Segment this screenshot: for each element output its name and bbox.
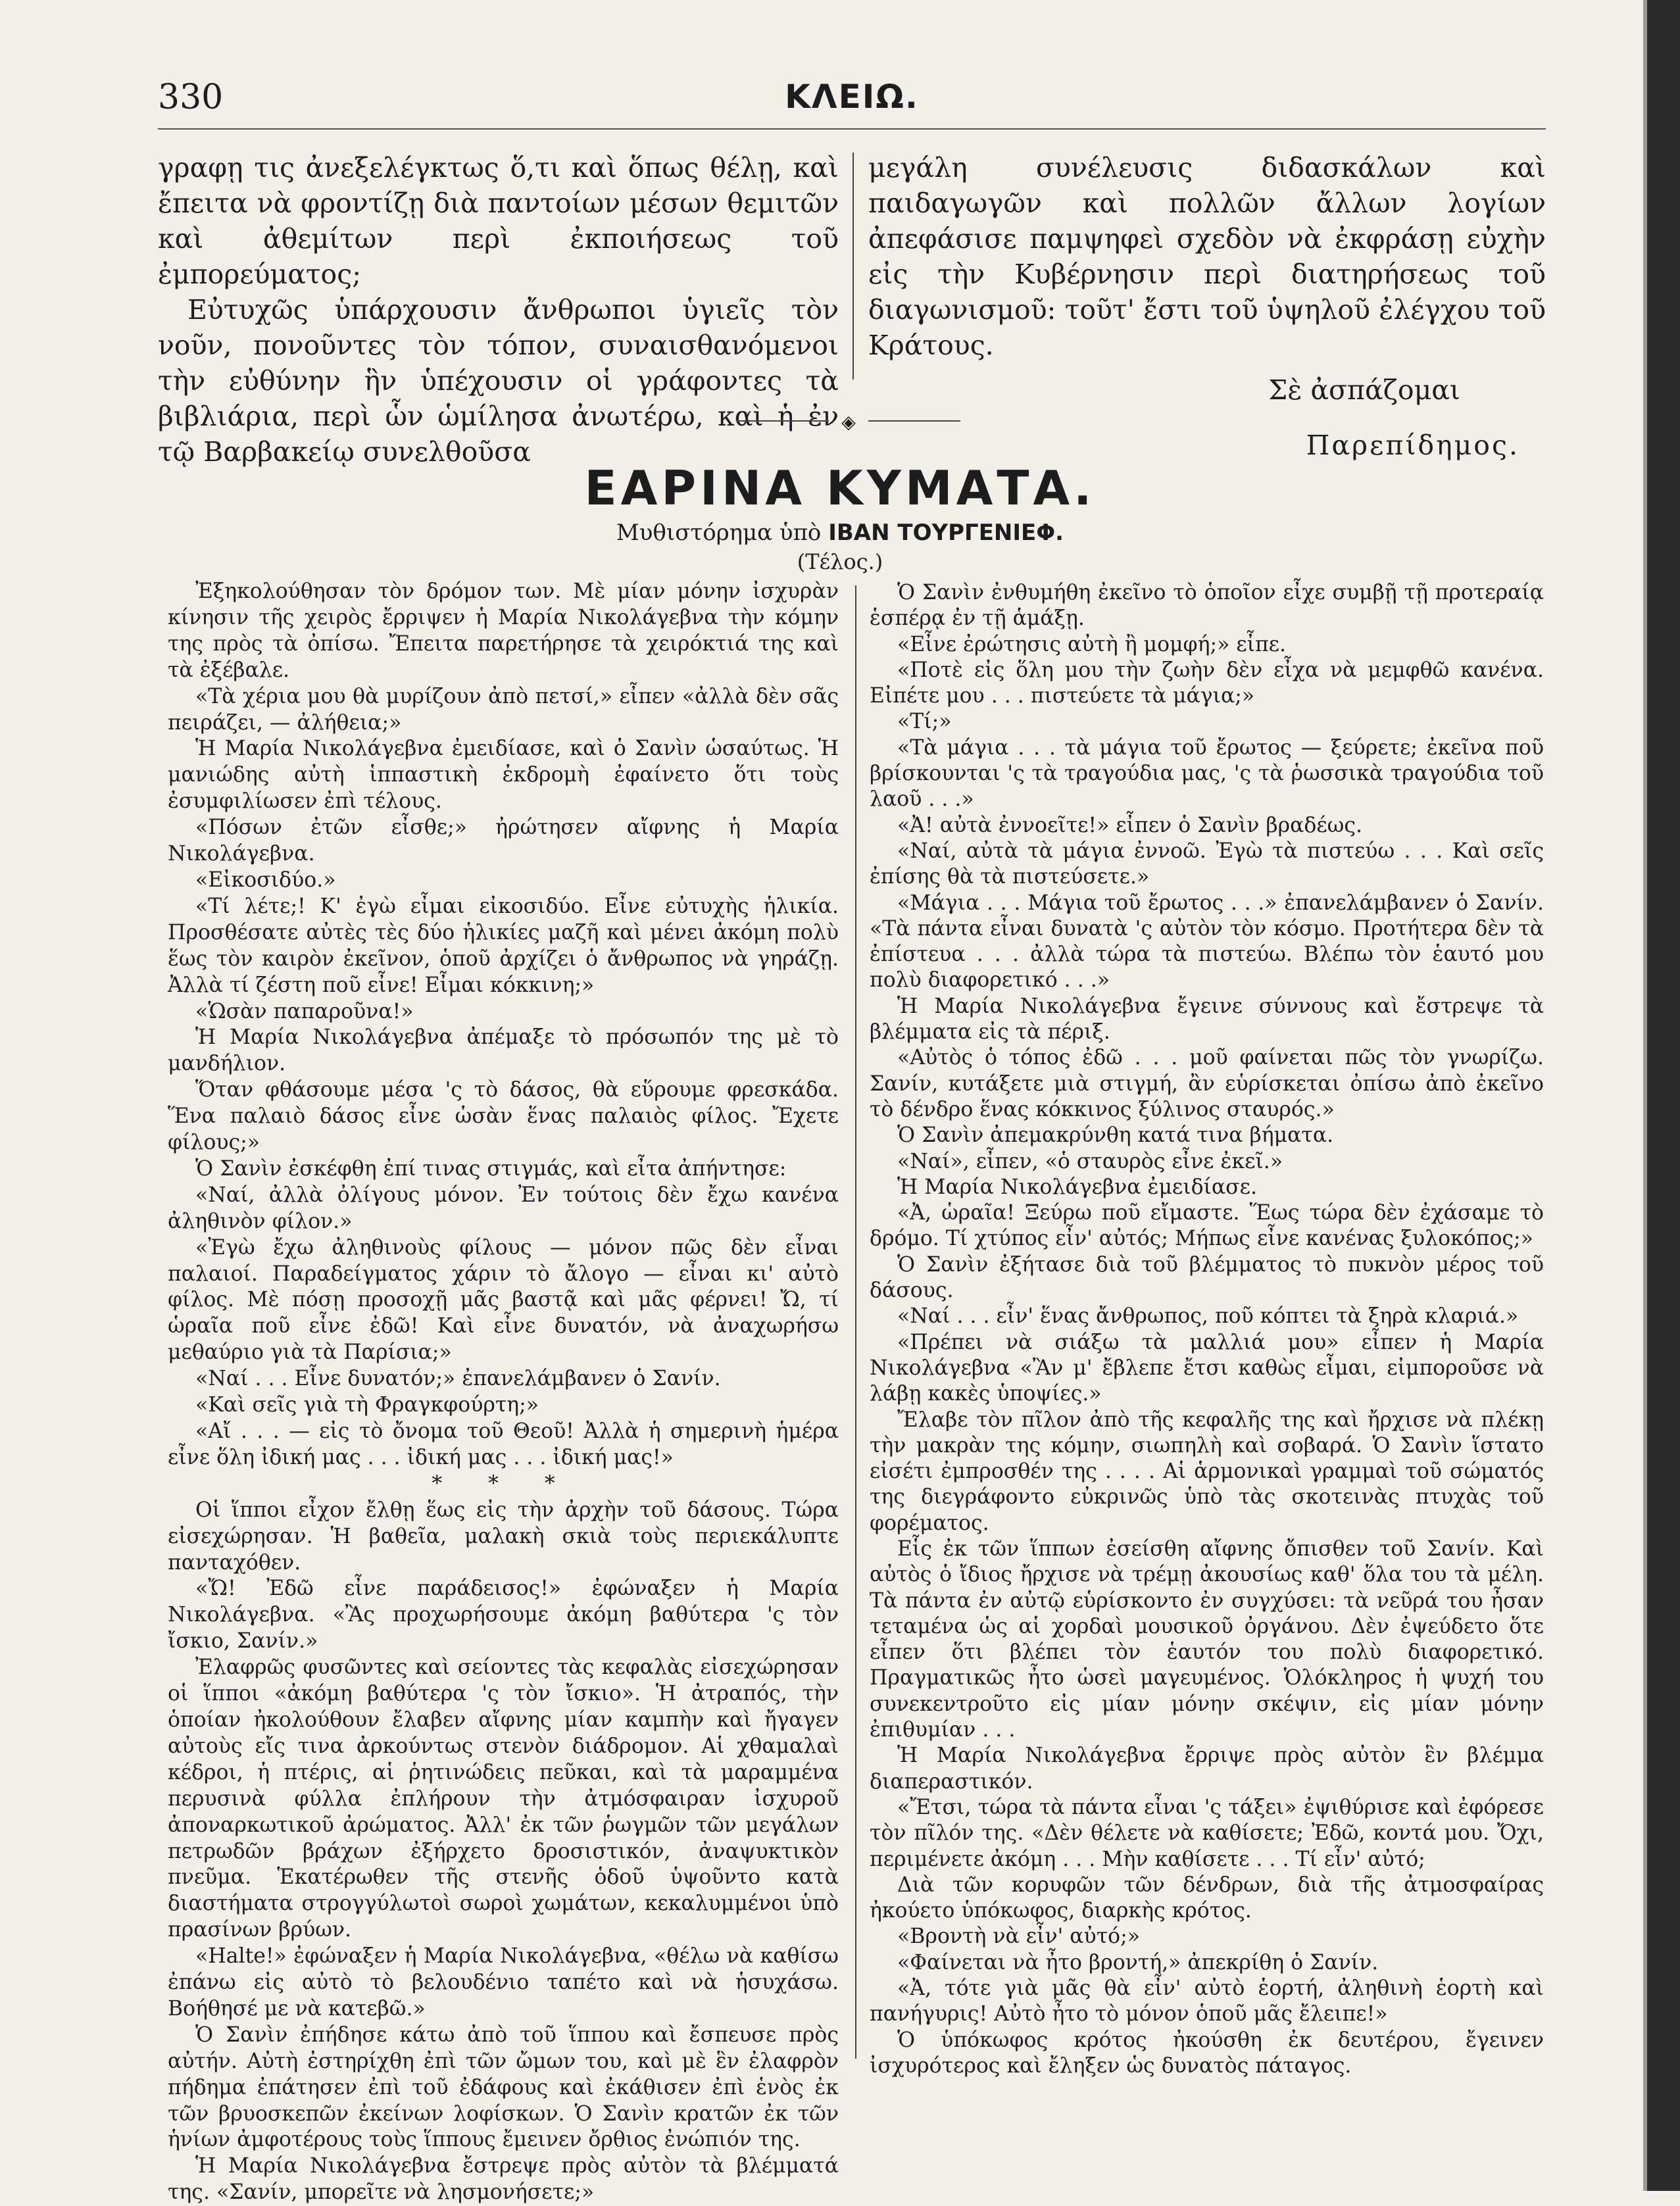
paragraph: μεγάλη συνέλευσις διδασκάλων καὶ παιδαγωγῶν καὶ πολλῶν ἄλλων λογίων ἀπεφάσισε παμψηφεὶ σχεδὸν νὰ ἐκφράσῃ εὐχὴν εἰς τὴν Κυβέρνησιν περὶ διατηρήσεως τοῦ διαγωνισμοῦ: τοῦτ' ἔστι τοῦ ὑψηλοῦ ἐλέγχου τοῦ Κράτους.	[868, 152, 1546, 361]
paragraph: Ἡ Μαρία Νικολάγεβνα ἔγεινε σύννους καὶ ἔστρεψε τὰ βλέμματα εἰς τὰ πέριξ.	[870, 994, 1544, 1044]
paragraph: «Μάγια . . . Μάγια τοῦ ἔρωτος . . .» ἐπανελάμβανεν ὁ Σανίν. «Τὰ πάντα εἶναι δυνατὰ 'ς αὐτὸν τὸν κόσμο. Προτήτερα δὲν τὰ ἐπίστευα . . . ἀλλὰ τώρα τὰ πιστεύω. Βλέπω τὸν ἑαυτό μου πολὺ διαφορετικό . . .»	[870, 891, 1544, 993]
paragraph: «Πόσων ἐτῶν εἶσθε;» ἠρώτησεν αἴφνης ἡ Μαρία Νικολάγεβνα.	[168, 816, 839, 866]
paragraph: «Τί;»	[897, 710, 952, 734]
story-left-column	[168, 579, 839, 2206]
paragraph: Ὁ Σανὶν ἐνθυμήθη ἐκεῖνο τὸ ὁποῖον εἶχε συμβῇ τῇ προτεραίᾳ ἑσπέρᾳ ἐν τῇ ἁμάξῃ.	[870, 581, 1544, 631]
paragraph: «Ναί, ἀλλὰ ὀλίγους μόνον. Ἐν τούτοις δὲν ἔχω κανένα ἀληθινὸν φίλον.»	[168, 1183, 839, 1233]
paragraph: «Ἐγὼ ἔχω ἀληθινοὺς φίλους — μόνον πῶς δὲν εἶναι παλαιοί. Παραδείγματος χάριν τὸ ἄλογο — εἶναι κι' αὐτὸ φίλος. Μὲ πόσῃ προσοχῇ μᾶς βαστᾷ καὶ μᾶς φέρνει! Ὤ, τί ὡραῖα ποῦ εἶνε ἐδῶ! Καὶ εἶνε δυνατόν, νὰ ἀναχωρήσω μεθαύριο γιὰ τὰ Παρίσια;»	[168, 1235, 839, 1365]
running-title: ΚΛΕΙΩ.	[785, 78, 919, 116]
section-ornament	[737, 411, 960, 431]
paragraph: Εἷς ἐκ τῶν ἵππων ἐσείσθη αἴφνης ὄπισθεν τοῦ Σανίν. Καὶ αὐτὸς ὁ ἴδιος ἤρχισε νὰ τρέμῃ ἀκουσίως καθ' ὅλα του τὰ μέλη. Τὰ πάντα ἐν αὐτῷ εὑρίσκοντο ἐν συγχύσει: τὰ νεῦρά του ἦσαν τεταμένα ὡς αἱ χορδαὶ μουσικοῦ ὀργάνου. Δὲν ἐψεύδετο ὅτε εἶπεν ὅτι βλέπει τὸν ἑαυτόν του πολὺ διαφορετικό. Πραγματικῶς ἦτο ὡσεὶ μαγευμένος. Ὁλόκληρος ἡ ψυχή του συνεκεντροῦτο εἰς μίαν μόνην σκέψιν, εἰς μίαν μόνην ἐπιθυμίαν . . .	[870, 1536, 1544, 1742]
section-break-stars: * * *	[432, 1471, 575, 1496]
paragraph: Ἡ Μαρία Νικολάγεβνα ἔρριψε πρὸς αὐτὸν ἓν βλέμμα διαπεραστικόν.	[870, 1744, 1544, 1794]
paragraph: «Ναί, αὐτὰ τὰ μάγια ἐννοῶ. Ἐγὼ τὰ πιστεύω . . . Καὶ σεῖς ἐπίσης θὰ τὰ πιστεύσετε.»	[870, 839, 1544, 889]
paragraph: «Βροντὴ νὰ εἶν' αὐτό;»	[897, 1924, 1140, 1949]
ornament-line-left	[737, 420, 829, 422]
paragraph: «Πρέπει νὰ σιάξω τὰ μαλλιά μου» εἶπεν ἡ Μαρία Νικολάγεβνα «Ἂν μ' ἔβλεπε ἔτσι καθὼς εἶμαι, εἰμποροῦσε νὰ λάβῃ κακὲς ὑποψίες.»	[870, 1330, 1544, 1406]
paragraph: «Τὰ μάγια . . . τὰ μάγια τοῦ ἔρωτος — ξεύρετε; ἐκεῖνα ποῦ βρίσκουνται 'ς τὰ τραγούδια μας, 'ς τὰ ῥωσσικὰ τραγούδια τοῦ λαοῦ . . .»	[870, 735, 1544, 812]
paragraph: «Ὡσὰν παπαροῦνα!»	[195, 999, 414, 1023]
letter-continuation-right	[868, 150, 1546, 463]
paragraph: Ἐλαφρῶς φυσῶντες καὶ σείοντες τὰς κεφαλὰς εἰσεχώρησαν οἱ ἵπποι «ἀκόμη βαθύτερα 'ς τὸν ἴσκιο». Ἡ ἀτραπός, τὴν ὁποίαν ἠκολούθουν ἔλαβεν αἴφνης μίαν καμπὴν καὶ ἤγαγεν αὐτοὺς εἴς τινα ἀρκούντως στενὸν διάδρομον. Αἱ χθαμαλαὶ κέδροι, ἡ πτέρις, αἱ ῥητινώδεις πεῦκαι, καὶ τὰ μαραμμένα περυσινὰ φύλλα ἐπλήρουν τὴν ἀτμόσφαιραν ἰσχυροῦ ἀποναρκωτικοῦ ἀρώματος. Ἀλλ' ἐκ τῶν ῥωγμῶν τῶν μεγάλων πετρωδῶν βράχων ἐξήρχετο δροσιστικόν, ἀναψυκτικὸν πνεῦμα. Ἑκατέρωθεν τῆς στενῆς ὁδοῦ ὑψοῦντο κατὰ διαστήματα στρογγύλωτοὶ σωροὶ χωμάτων, κεκαλυμμένοι ὑπὸ πρασίνων βρύων.	[168, 1655, 839, 1942]
paragraph: «Φαίνεται νὰ ἦτο βροντή,» ἀπεκρίθη ὁ Σανίν.	[897, 1950, 1379, 1974]
story-title: ΕΑΡΙΝΑ ΚΥΜΑΤΑ.	[584, 460, 1096, 516]
paragraph: «Ναί . . . Εἶνε δυνατόν;» ἐπανελάμβανεν ὁ Σανίν.	[195, 1367, 721, 1391]
paragraph: Ὁ Σανὶν ἐξήτασε διὰ τοῦ βλέμματος τὸ πυκνὸν μέρος τοῦ δάσους.	[870, 1252, 1544, 1303]
column-rule	[855, 585, 856, 2059]
paragraph: Ἡ Μαρία Νικολάγεβνα ἀπέμαξε τὸ πρόσωπόν της μὲ τὸ μανδήλιον.	[168, 1025, 839, 1076]
ornament-line-right	[868, 420, 960, 422]
paragraph: γραφῃ τις ἀνεξελέγκτως ὅ,τι καὶ ὅπως θέλῃ, καὶ ἔπειτα νὰ φροντίζῃ διὰ παντοίων μέσων θεμιτῶν καὶ ἀθεμίτων περὶ ἐκποιήσεως τοῦ ἐμπορεύματος;	[158, 152, 839, 290]
paragraph: «Ναί», εἶπεν, «ὁ σταυρὸς εἶνε ἐκεῖ.»	[897, 1149, 1283, 1173]
paragraph: «Καὶ σεῖς γιὰ τὴ Φραγκφούρτη;»	[195, 1393, 539, 1417]
paragraph: Ἡ Μαρία Νικολάγεβνα ἐμειδίασε.	[897, 1175, 1258, 1199]
scan-edge-shadow	[1643, 0, 1647, 2191]
paragraph: Ἔλαβε τὸν πῖλον ἀπὸ τῆς κεφαλῆς της καὶ ἤρχισε νὰ πλέκῃ τὴν μακρὰν της κόμην, σιωπηλὴ καὶ σοβαρά. Ὁ Σανὶν ἵστατο εἰσέτι ἐμπροσθέν της . . . . Αἱ ἁρμονικαὶ γραμμαὶ τοῦ σώματός της διεγράφοντο εὐκρινῶς ὑπὸ τὰς σκοτεινὰς πτυχὰς τοῦ φορέματος.	[870, 1408, 1544, 1535]
paragraph: Ὁ ὑπόκωφος κρότος ἠκούσθη ἐκ δευτέρου, ἔγεινεν ἰσχυρότερος καὶ ἔληξεν ὡς δυνατὸς πάταγος.	[870, 2028, 1544, 2078]
paragraph: «Ἔτσι, τώρα τὰ πάντα εἶναι 'ς τάξει» ἐψιθύρισε καὶ ἐφόρεσε τὸν πῖλόν της. «Δὲν θέλετε νὰ καθίσετε; Ἐδῶ, κοντά μου. Ὄχι, περιμένετε ἀκόμη . . . Μὴν καθίσετε . . . Τί εἶν' αὐτό;	[870, 1795, 1544, 1871]
paragraph: «Ὤ! Ἐδῶ εἶνε παράδεισος!» ἐφώναξεν ἡ Μαρία Νικολάγεβνα. «Ἂς προχωρήσουμε ἀκόμη βαθύτερα 'ς τὸν ἴσκιο, Σανίν.»	[168, 1577, 839, 1654]
paragraph: Ἡ Μαρία Νικολάγεβνα ἔστρεψε πρὸς αὐτὸν τὰ βλέμματά της. «Σανίν, μπορεῖτε νὰ λησμονήσετε;»	[168, 2154, 839, 2205]
story-subtitle	[0, 520, 1680, 546]
paragraph: Ἐξηκολούθησαν τὸν δρόμον των. Μὲ μίαν μόνην ἰσχυρὰν κίνησιν τῆς χειρὸς ἔρριψεν ἡ Μαρία Νικολάγεβνα τὴν κόμην της πρὸς τὰ ὀπίσω. Ἔπειτα παρετήρησε τὰ χειρόκτιά της καὶ τὰ ἐξέβαλε.	[168, 579, 839, 682]
letter-greeting: Σὲ ἀσπάζομαι	[1268, 374, 1460, 406]
paragraph: Ὁ Σανὶν ἀπεμακρύνθη κατά τινα βήματα.	[897, 1123, 1334, 1148]
paragraph: «Ἀ, ὡραῖα! Ξεύρω ποῦ εἴμαστε. Ἕως τώρα δὲν ἐχάσαμε τὸ δρόμο. Τί χτύπος εἶν' αὐτός; Μήπως εἶνε κανένας ξυλοκόπος;»	[870, 1201, 1544, 1251]
column-rule	[852, 153, 854, 380]
paragraph: «Ἀ, τότε γιὰ μᾶς θὰ εἶν' αὐτὸ ἑορτή, ἀληθινὴ ἑορτὴ καὶ πανήγυρις! Αὐτὸ ἦτο τὸ μόνον ὁποῦ μᾶς ἔλειπε!»	[870, 1976, 1544, 2026]
paragraph: «Halte!» ἐφώναξεν ἡ Μαρία Νικολάγεβνα, «θέλω νὰ καθίσω ἐπάνω εἰς αὐτὸ τὸ βελουδένιο ταπέτο καὶ νὰ ἡσυχάσω. Βοήθησέ με νὰ κατεβῶ.»	[168, 1944, 839, 2021]
letter-signature: Παρεπίδημος.	[1306, 429, 1519, 461]
scan-edge	[1647, 0, 1680, 2191]
paragraph: Ὅταν φθάσουμε μέσα 'ς τὸ δάσος, θὰ εὕρουμε φρεσκάδα. Ἕνα παλαιὸ δάσος εἶνε ὡσὰν ἕνας παλαιὸς φίλος. Ἔχετε φίλους;»	[168, 1078, 839, 1155]
paragraph: «Εἰκοσιδύο.»	[195, 868, 336, 892]
paragraph: «Ναί . . . εἶν' ἕνας ἄνθρωπος, ποῦ κόπτει τὰ ξηρὰ κλαριά.»	[897, 1304, 1519, 1329]
paragraph: Ἡ Μαρία Νικολάγεβνα ἐμειδίασε, καὶ ὁ Σανὶν ὡσαύτως. Ἡ μανιώδης αὐτὴ ἱππαστικὴ ἐκδρομὴ ἐφαίνετο ὅτι τοὺς ἐσυμφιλίωσεν ἐπὶ τέλους.	[168, 737, 839, 814]
end-note: (Τέλος.)	[797, 549, 883, 574]
subtitle-prefix: Μυθιστόρημα ὑπὸ	[616, 520, 822, 546]
paragraph: «Αἴ . . . — εἰς τὸ ὄνομα τοῦ Θεοῦ! Ἀλλὰ ἡ σημερινὴ ἡμέρα εἶνε ὅλη ἰδική μας . . . ἰδική μας . . . ἰδική μας!»	[168, 1419, 839, 1469]
paragraph: «Εἶνε ἐρώτησις αὐτὴ ἢ μομφή;» εἶπε.	[897, 632, 1287, 656]
page-header	[158, 78, 1546, 124]
paragraph: Ὁ Σανὶν ἐσκέφθη ἐπί τινας στιγμάς, καὶ εἶτα ἀπήντησε:	[195, 1156, 787, 1181]
paragraph: Οἱ ἵπποι εἶχον ἔλθῃ ἕως εἰς τὴν ἀρχὴν τοῦ δάσους. Τώρα εἰσεχώρησαν. Ἡ βαθεῖα, μαλακὴ σκιὰ τοὺς περιεκάλυπτε πανταχόθεν.	[168, 1498, 839, 1575]
paragraph: Ὁ Σανὶν ἐπήδησε κάτω ἀπὸ τοῦ ἵππου καὶ ἔσπευσε πρὸς αὐτήν. Αὐτὴ ἐστηρίχθη ἐπὶ τῶν ὤμων του, καὶ μὲ ἓν ἐλαφρὸν πήδημα ἐπάτησεν ἐπὶ τοῦ ἐδάφους καὶ ἐκάθισεν ἐπὶ ἑνὸς ἐκ τῶν βρυοσκεπῶν ἐκείνων λοφίσκων. Ὁ Σανὶν κρατῶν ἐκ τῶν ἡνίων ἀμφοτέρους τοὺς ἵππους ἔμεινεν ὄρθιος ἐνώπιόν της.	[168, 2022, 839, 2152]
header-rule	[158, 128, 1546, 130]
paragraph: Εὐτυχῶς ὑπάρχουσιν ἄνθρωποι ὑγιεῖς τὸν νοῦν, πονοῦντες τὸν τόπον, συναισθανόμενοι τὴν εὐθύνην ἣν ὑπέχουσιν οἱ γράφοντες τὰ βιβλιάρια, περὶ ὧν ὡμίλησα ἀνωτέρω, καὶ ἡ ἐν τῷ Βαρβακείῳ συνελθοῦσα	[158, 294, 839, 468]
paragraph: «Ποτὲ εἰς ὅλη μου τὴν ζωὴν δὲν εἶχα νὰ μεμφθῶ κανένα. Εἰπέτε μου . . . πιστεύετε τὰ μάγια;»	[870, 658, 1544, 708]
ornament-glyph: ◈	[841, 411, 856, 433]
page-number: 330	[158, 78, 224, 117]
story-right-column	[870, 580, 1544, 2079]
paragraph: «Ἀ! αὐτὰ ἐννοεῖτε!» εἶπεν ὁ Σανὶν βραδέως.	[897, 813, 1363, 837]
paragraph: «Τί λέτε;! Κ' ἐγὼ εἶμαι εἰκοσιδύο. Εἶνε εὐτυχὴς ἡλικία. Προσθέσατε αὐτὲς τὲς δύο ἡλικίες μαζῆ καὶ μένει ἀκόμη πολὺ ἕως τὸν καιρὸν ἐκεῖνον, ὁποῦ ἀρχίζει ὁ ἄνθρωπος νὰ γηράζῃ. Ἀλλὰ τί ζέστη ποῦ εἶνε! Εἶμαι κόκκινη;»	[168, 894, 839, 997]
paragraph: «Αὐτὸς ὁ τόπος ἐδῶ . . . μοῦ φαίνεται πῶς τὸν γνωρίζω. Σανίν, κυτάξετε μιὰ στιγμή, ἂν εὑρίσκεται ὀπίσω ἀπὸ ἐκεῖνο τὸ δένδρο ἕνας κόκκινος ξύλινος σταυρός.»	[870, 1046, 1544, 1121]
author-name: ΙΒΑΝ ΤΟΥΡΓΕΝΙΕΦ.	[828, 520, 1064, 546]
paragraph: «Τὰ χέρια μου θὰ μυρίζουν ἀπὸ πετσί,» εἶπεν «ἀλλὰ δὲν σᾶς πειράζει, — ἀλήθεια;»	[168, 684, 839, 735]
paragraph: Διὰ τῶν κορυφῶν τῶν δένδρων, διὰ τῆς ἀτμοσφαίρας ἠκούετο ὑπόκωφος, διαρκὴς κρότος.	[870, 1873, 1544, 1923]
